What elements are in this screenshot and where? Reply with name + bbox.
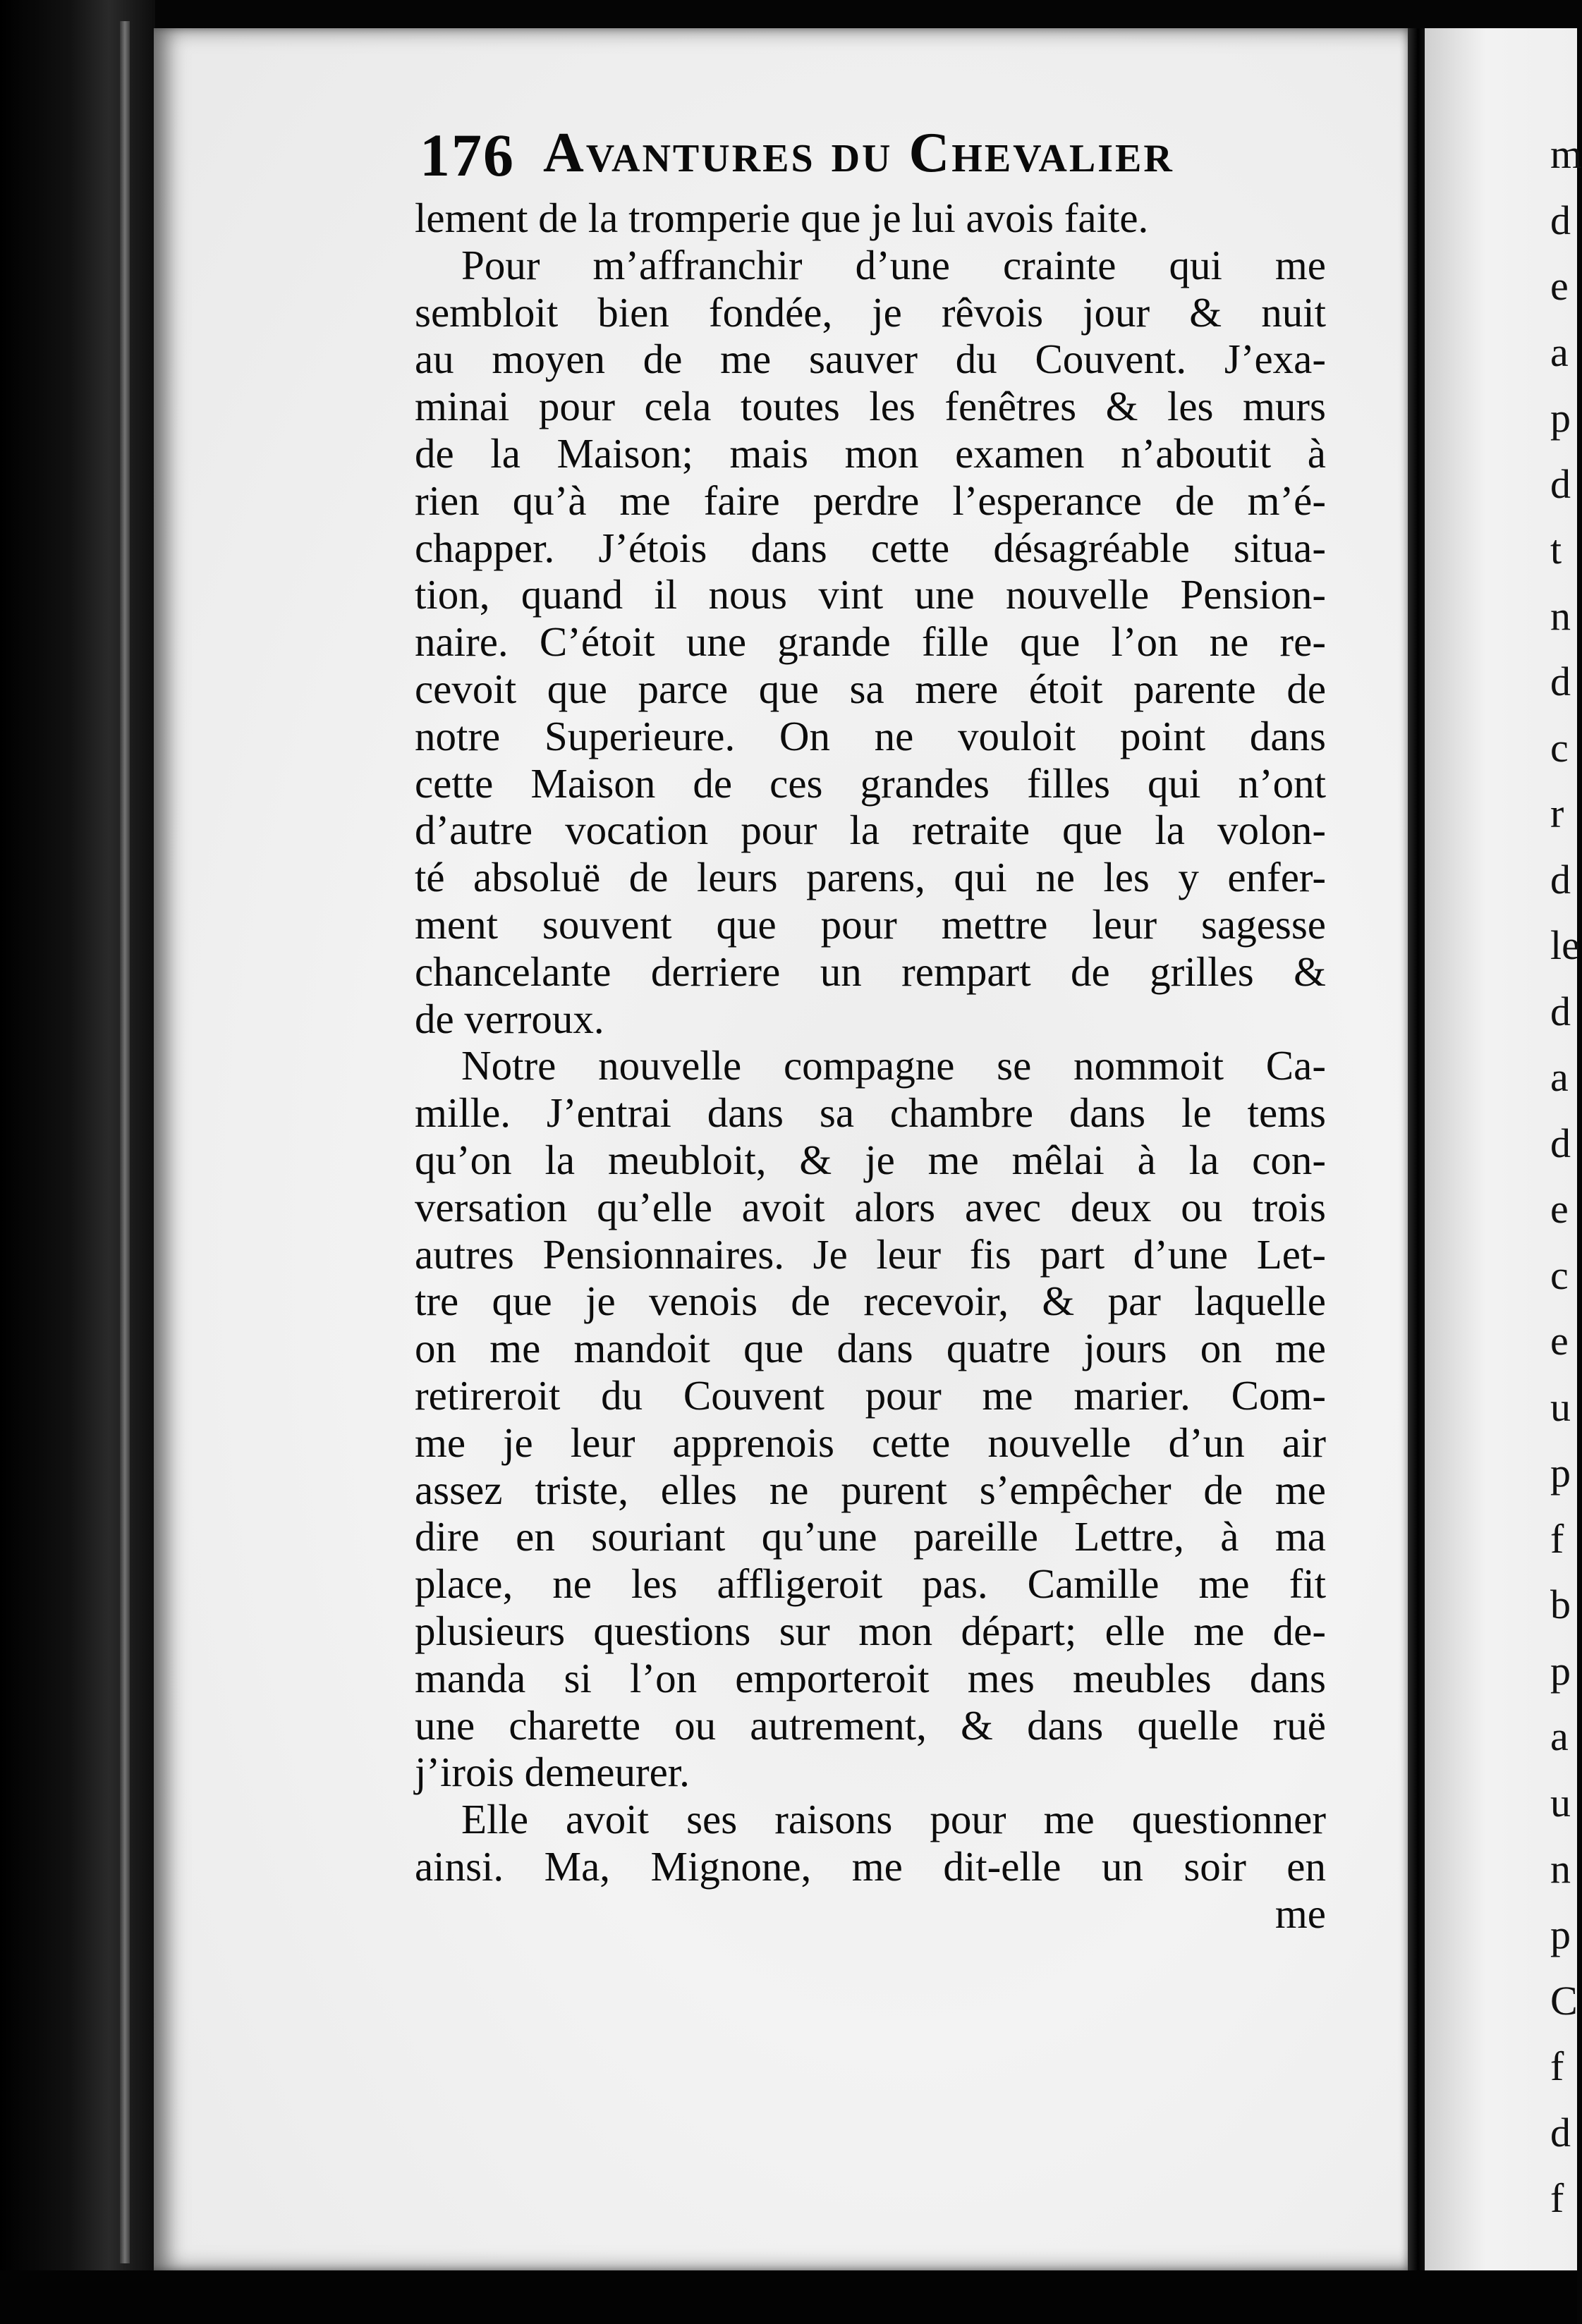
facing-page-fragment: c <box>1550 1252 1569 1298</box>
page-edge-shadow <box>1408 28 1425 2270</box>
facing-page-fragment: e <box>1550 1318 1569 1364</box>
facing-page-fragment: p <box>1550 1912 1571 1958</box>
facing-page-fragment: n <box>1550 592 1571 639</box>
text-line: assez triste, elles ne purent s’empêcher de me <box>415 1466 1326 1513</box>
text-line: une charette ou autrement, & dans quelle ruë <box>415 1701 1326 1749</box>
text-line: rien qu’à me faire perdre l’esperance de m’é- <box>415 477 1326 524</box>
facing-page-fragment: d <box>1550 659 1571 705</box>
text-line: sembloit bien fondée, je rêvois jour & nuit <box>415 288 1326 336</box>
text-line: d’autre vocation pour la retraite que la volon- <box>415 807 1326 854</box>
running-title: Avantures du Chevalier <box>543 122 1174 184</box>
text-line: té absoluë de leurs parens, qui ne les y enfer- <box>415 854 1326 901</box>
page-number: 176 <box>420 121 515 189</box>
facing-page-fragment: a <box>1550 329 1569 375</box>
text-line: Pour m’affranchir d’une crainte qui me <box>461 241 1326 288</box>
page-body-text <box>415 195 1326 1937</box>
facing-page-fragment: p <box>1550 1450 1571 1496</box>
facing-page-fragment: f <box>1550 2043 1564 2090</box>
scan-frame-left <box>0 0 155 2324</box>
text-line: tre que je venois de recevoir, & par laquelle <box>415 1278 1326 1325</box>
text-line: manda si l’on emporteroit mes meubles dans <box>415 1654 1326 1701</box>
facing-page-fragment: p <box>1550 1647 1571 1694</box>
text-line: plusieurs questions sur mon départ; elle me de- <box>415 1607 1326 1654</box>
text-line: mille. J’entrai dans sa chambre dans le tems <box>415 1089 1326 1137</box>
catchword: me <box>1274 1890 1326 1937</box>
facing-page-fragment: e <box>1550 1186 1569 1233</box>
facing-page-fragment: e <box>1550 263 1569 310</box>
text-line: Elle avoit ses raisons pour me questionner <box>461 1796 1326 1843</box>
facing-page-fragment: C <box>1550 1977 1578 2024</box>
text-line: au moyen de me sauver du Couvent. J’exa- <box>415 336 1326 383</box>
text-line: autres Pensionnaires. Je leur fis part d’une Let- <box>415 1230 1326 1278</box>
facing-page-fragment: f <box>1550 2175 1564 2222</box>
facing-page-fragment: d <box>1550 1120 1571 1166</box>
text-line: de la Maison; mais mon examen n’aboutit à <box>415 429 1326 477</box>
text-line: on me mandoit que dans quatre jours on me <box>415 1325 1326 1372</box>
text-line: de verroux. <box>415 995 604 1042</box>
facing-page-fragment: le <box>1550 922 1580 969</box>
text-line: tion, quand il nous vint une nouvelle Pension- <box>415 571 1326 618</box>
binding-gutter <box>120 21 130 2263</box>
facing-page-fragment: p <box>1550 395 1571 441</box>
facing-page-fragment: a <box>1550 1713 1569 1760</box>
page-header <box>420 120 1315 197</box>
text-line: chapper. J’étois dans cette désagréable situa- <box>415 524 1326 571</box>
text-line: Notre nouvelle compagne se nommoit Ca- <box>461 1042 1326 1089</box>
text-line: qu’on la meubloit, & je me mêlai à la con- <box>415 1136 1326 1183</box>
text-line: dire en souriant qu’une pareille Lettre, à ma <box>415 1513 1326 1560</box>
facing-page-fragment: d <box>1550 197 1571 243</box>
scan-frame-bottom <box>0 2270 1577 2324</box>
facing-page-fragment: u <box>1550 1383 1571 1430</box>
text-line: cevoit que parce que sa mere étoit parente de <box>415 665 1326 712</box>
text-line: minai pour cela toutes les fenêtres & les murs <box>415 383 1326 430</box>
text-line: versation qu’elle avoit alors avec deux ou trois <box>415 1183 1326 1230</box>
facing-page-fragment: t <box>1550 527 1562 573</box>
facing-page-fragment: b <box>1550 1582 1571 1628</box>
facing-page-fragment: d <box>1550 988 1571 1034</box>
text-line: place, ne les affligeroit pas. Camille me fit <box>415 1560 1326 1608</box>
text-line: j’irois demeurer. <box>415 1749 690 1796</box>
facing-page-fragment: n <box>1550 1845 1571 1892</box>
facing-page-fragment: f <box>1550 1515 1564 1562</box>
facing-page-fragment: d <box>1550 856 1571 903</box>
facing-page-fragment: d <box>1550 2109 1571 2155</box>
text-line: ainsi. Ma, Mignone, me dit-elle un soir en <box>415 1842 1326 1890</box>
text-line: naire. C’étoit une grande fille que l’on ne re- <box>415 618 1326 666</box>
facing-page-edge <box>1425 28 1582 2270</box>
text-line: retireroit du Couvent pour me marier. Com- <box>415 1371 1326 1419</box>
facing-page-fragment: u <box>1550 1780 1571 1825</box>
text-line: lement de la tromperie que je lui avois faite. <box>415 195 1149 241</box>
text-line: ment souvent que pour mettre leur sagesse <box>415 900 1326 948</box>
facing-page-fragment: r <box>1550 790 1564 837</box>
text-line: me je leur apprenois cette nouvelle d’un air <box>415 1419 1326 1466</box>
facing-page-fragment: a <box>1550 1054 1569 1101</box>
facing-page-fragment: d <box>1550 460 1571 507</box>
text-line: cette Maison de ces grandes filles qui n’ont <box>415 759 1326 807</box>
facing-page-fragment: m <box>1550 131 1582 177</box>
text-line: chancelante derriere un rempart de grilles & <box>415 948 1326 995</box>
facing-page-fragment: c <box>1550 724 1569 771</box>
text-line: notre Superieure. On ne vouloit point dans <box>415 712 1326 759</box>
